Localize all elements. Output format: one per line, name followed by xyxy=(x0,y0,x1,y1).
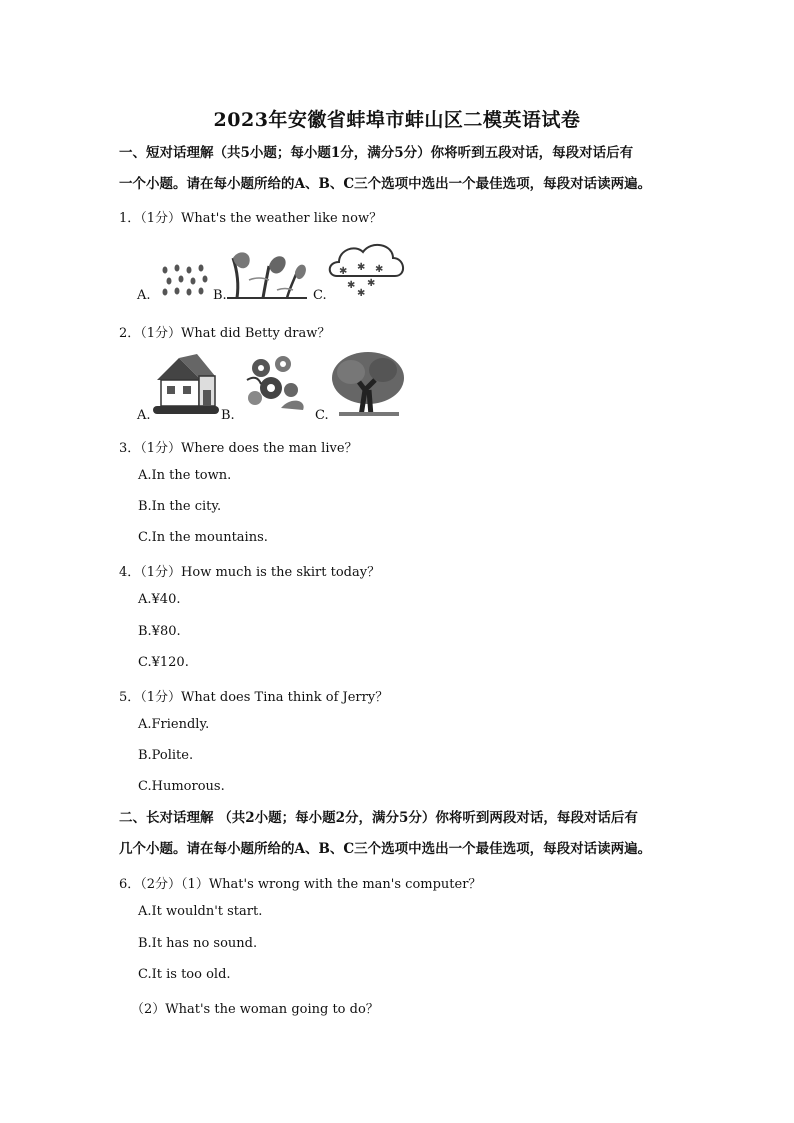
question-1: 1．（1分）What's the weather like now？ xyxy=(119,211,383,226)
option-b-label: B. xyxy=(213,288,227,303)
question-6: 6．（2分）（1）What's wrong with the man's computer？ xyxy=(119,877,482,892)
question-3-option-b: B.In the city. xyxy=(138,499,222,514)
question-3-option-c: C.In the mountains. xyxy=(138,530,268,545)
option-c-label: C. xyxy=(315,408,329,423)
section-1-line-1: 一、短对话理解（共5小题；每小题1分，满分5分）你将听到五段对话，每段对话后有 xyxy=(119,145,634,161)
option-b-label: B. xyxy=(221,408,235,423)
section-1-line-2: 一个小题。请在每小题所给的A、B、C三个选项中选出一个最佳选项，每段对话读两遍。 xyxy=(119,176,652,192)
house-icon xyxy=(151,354,221,416)
question-6-option-b: B.It has no sound. xyxy=(138,936,258,951)
option-a-label: A. xyxy=(137,408,151,423)
question-3: 3．（1分）Where does the man live？ xyxy=(119,441,358,456)
option-a-label: A. xyxy=(137,288,151,303)
question-2-picture-options xyxy=(137,350,437,423)
section-2-line-2: 几个小题。请在每小题所给的A、B、C三个选项中选出一个最佳选项，每段对话读两遍。 xyxy=(119,841,652,857)
question-4-option-b: B.¥80. xyxy=(138,624,181,639)
question-6-option-c: C.It is too old. xyxy=(138,967,231,982)
question-5: 5．（1分）What does Tina think of Jerry？ xyxy=(119,690,389,705)
wind-icon xyxy=(227,246,307,300)
svg-text:✱: ✱ xyxy=(357,262,366,273)
svg-text:✱: ✱ xyxy=(339,266,348,277)
flowers-icon xyxy=(241,350,311,418)
question-4-option-a: A.¥40. xyxy=(138,592,181,607)
question-3-option-a: A.In the town. xyxy=(138,468,232,483)
svg-text:✱: ✱ xyxy=(375,264,384,275)
question-2: 2．（1分）What did Betty draw？ xyxy=(119,326,331,341)
page-title: 2023年安徽省蚌埠市蚌山区二模英语试卷 xyxy=(213,109,581,131)
question-5-option-b: B.Polite. xyxy=(138,748,194,763)
snow-cloud-icon xyxy=(327,240,407,298)
option-c-label: C. xyxy=(313,288,327,303)
question-4-option-c: C.¥120. xyxy=(138,655,189,670)
question-5-option-c: C.Humorous. xyxy=(138,779,225,794)
question-1-picture-options xyxy=(137,240,437,303)
section-1-instructions xyxy=(119,138,679,200)
question-4: 4．（1分）How much is the skirt today？ xyxy=(119,565,381,580)
question-6-sub-2: （2）What's the woman going to do？ xyxy=(131,1002,379,1017)
tree-icon xyxy=(331,350,405,416)
svg-text:✱: ✱ xyxy=(347,280,356,291)
section-2-instructions xyxy=(119,803,679,865)
svg-text:✱: ✱ xyxy=(367,278,376,289)
section-2-line-1: 二、长对话理解 （共2小题；每小题2分，满分5分）你将听到两段对话，每段对话后有 xyxy=(119,810,638,826)
question-5-option-a: A.Friendly. xyxy=(138,717,210,732)
question-6-option-a: A.It wouldn't start. xyxy=(138,904,263,919)
svg-text:✱: ✱ xyxy=(357,288,366,298)
rain-icon xyxy=(159,264,211,300)
